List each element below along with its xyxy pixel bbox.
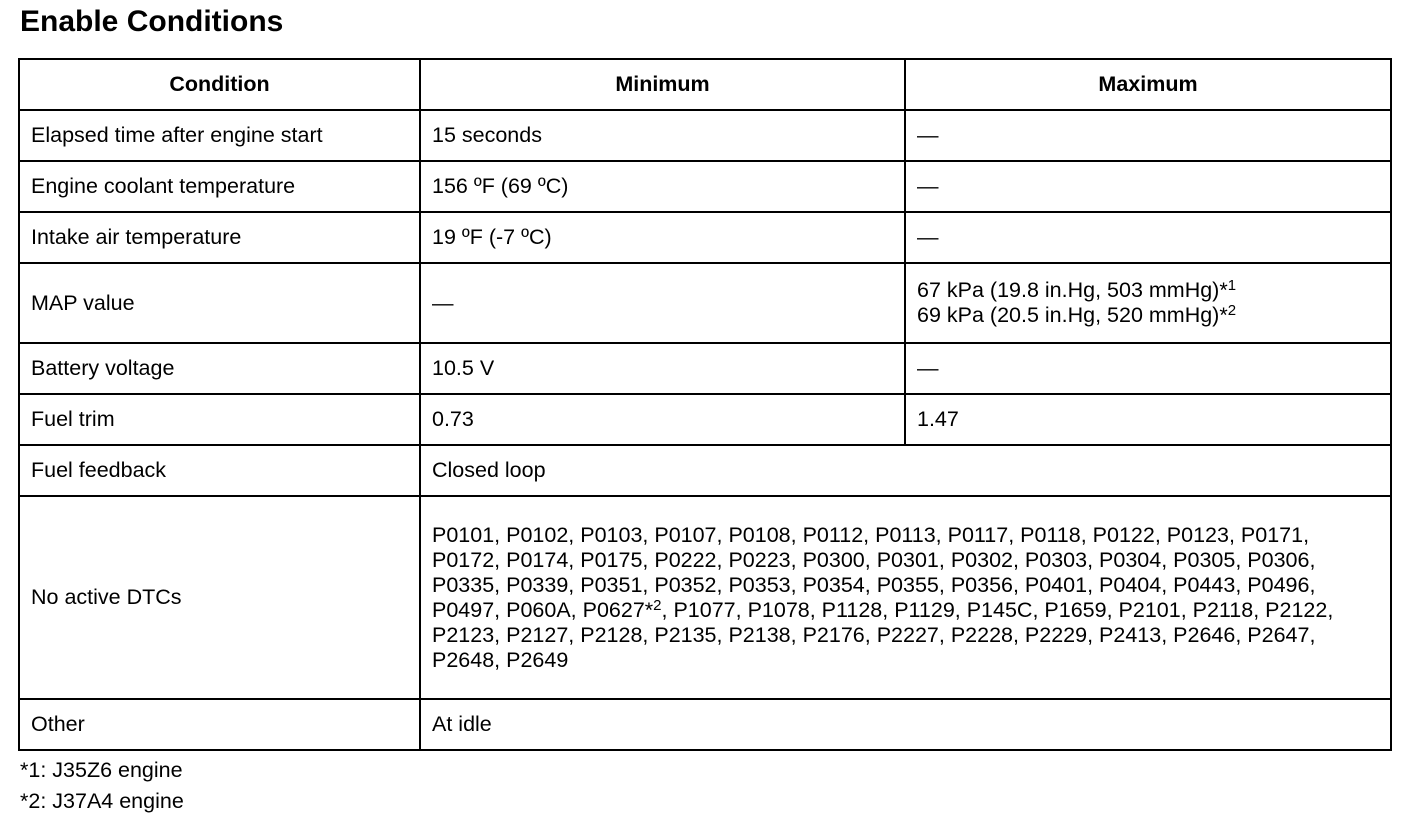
page-title: Enable Conditions [20, 5, 284, 38]
minimum-cell: 15 seconds [420, 110, 905, 161]
minimum-cell: 0.73 [420, 394, 905, 445]
table-row [19, 263, 1391, 343]
value-cell: At idle [420, 699, 1391, 750]
dtc-codes-part-2: , P1077, P1078, P1128, P1129, P145C, P1659, P2101, P2118, P2122, P2123, P2127, P2128, P2135, P2138, P2176, P2227, P2228, P2229, P2413, P2646, P2647, P2648, P2649 [432, 597, 1334, 672]
condition-cell: Engine coolant temperature [19, 161, 420, 212]
dtc-list-cell [420, 496, 1391, 699]
maximum-cell: — [905, 212, 1391, 263]
table-row [19, 161, 1391, 212]
table-row [19, 343, 1391, 394]
table-row [19, 394, 1391, 445]
footnote-marker: *1 [20, 758, 41, 782]
header-minimum: Minimum [420, 59, 905, 110]
footnote-text: : J37A4 engine [40, 789, 184, 813]
footnote-ref-1: 1 [1227, 277, 1237, 294]
map-max-line-1 [917, 278, 1379, 303]
maximum-cell [905, 263, 1391, 343]
condition-cell: MAP value [19, 263, 420, 343]
condition-cell: Battery voltage [19, 343, 420, 394]
dtc-codes-part-1: P0101, P0102, P0103, P0107, P0108, P0112, P0113, P0117, P0118, P0122, P0123, P0171, P0172, P0174, P0175, P0222, P0223, P0300, P0301, P0302, P0303, P0304, P0305, P0306, P0335, P0339, P0351, P0352, P0353, P0354, P0355, P0356, P0401, P0404, P0443, P0496, P0497, P060A, P0627* [432, 522, 1316, 622]
map-max-value-2: 69 kPa (20.5 in.Hg, 520 mmHg)* [917, 303, 1228, 327]
footnote-ref-2: 2 [1227, 302, 1237, 319]
table-row [19, 445, 1391, 496]
table-row [19, 110, 1391, 161]
minimum-cell: 19 ºF (-7 ºC) [420, 212, 905, 263]
condition-cell: Elapsed time after engine start [19, 110, 420, 161]
minimum-cell: 156 ºF (69 ºC) [420, 161, 905, 212]
condition-cell: Fuel feedback [19, 445, 420, 496]
map-max-line-2 [917, 303, 1379, 328]
maximum-cell: 1.47 [905, 394, 1391, 445]
header-maximum: Maximum [905, 59, 1391, 110]
minimum-cell: — [420, 263, 905, 343]
footnote-text: : J35Z6 engine [40, 758, 183, 782]
maximum-cell: — [905, 343, 1391, 394]
condition-cell: Fuel trim [19, 394, 420, 445]
footnote-ref-2: 2 [653, 596, 662, 614]
table-header-row [19, 59, 1391, 110]
header-condition: Condition [19, 59, 420, 110]
maximum-cell: — [905, 161, 1391, 212]
footnote-1 [20, 755, 184, 786]
condition-cell: Other [19, 699, 420, 750]
footnotes [20, 755, 184, 817]
table-row [19, 699, 1391, 750]
map-max-value-1: 67 kPa (19.8 in.Hg, 503 mmHg)* [917, 278, 1228, 302]
enable-conditions-table [18, 58, 1392, 751]
footnote-2 [20, 786, 184, 817]
condition-cell: No active DTCs [19, 496, 420, 699]
condition-cell: Intake air temperature [19, 212, 420, 263]
footnote-marker: *2 [20, 789, 41, 813]
value-cell: Closed loop [420, 445, 1391, 496]
minimum-cell: 10.5 V [420, 343, 905, 394]
maximum-cell: — [905, 110, 1391, 161]
table-row [19, 212, 1391, 263]
table-row [19, 496, 1391, 699]
